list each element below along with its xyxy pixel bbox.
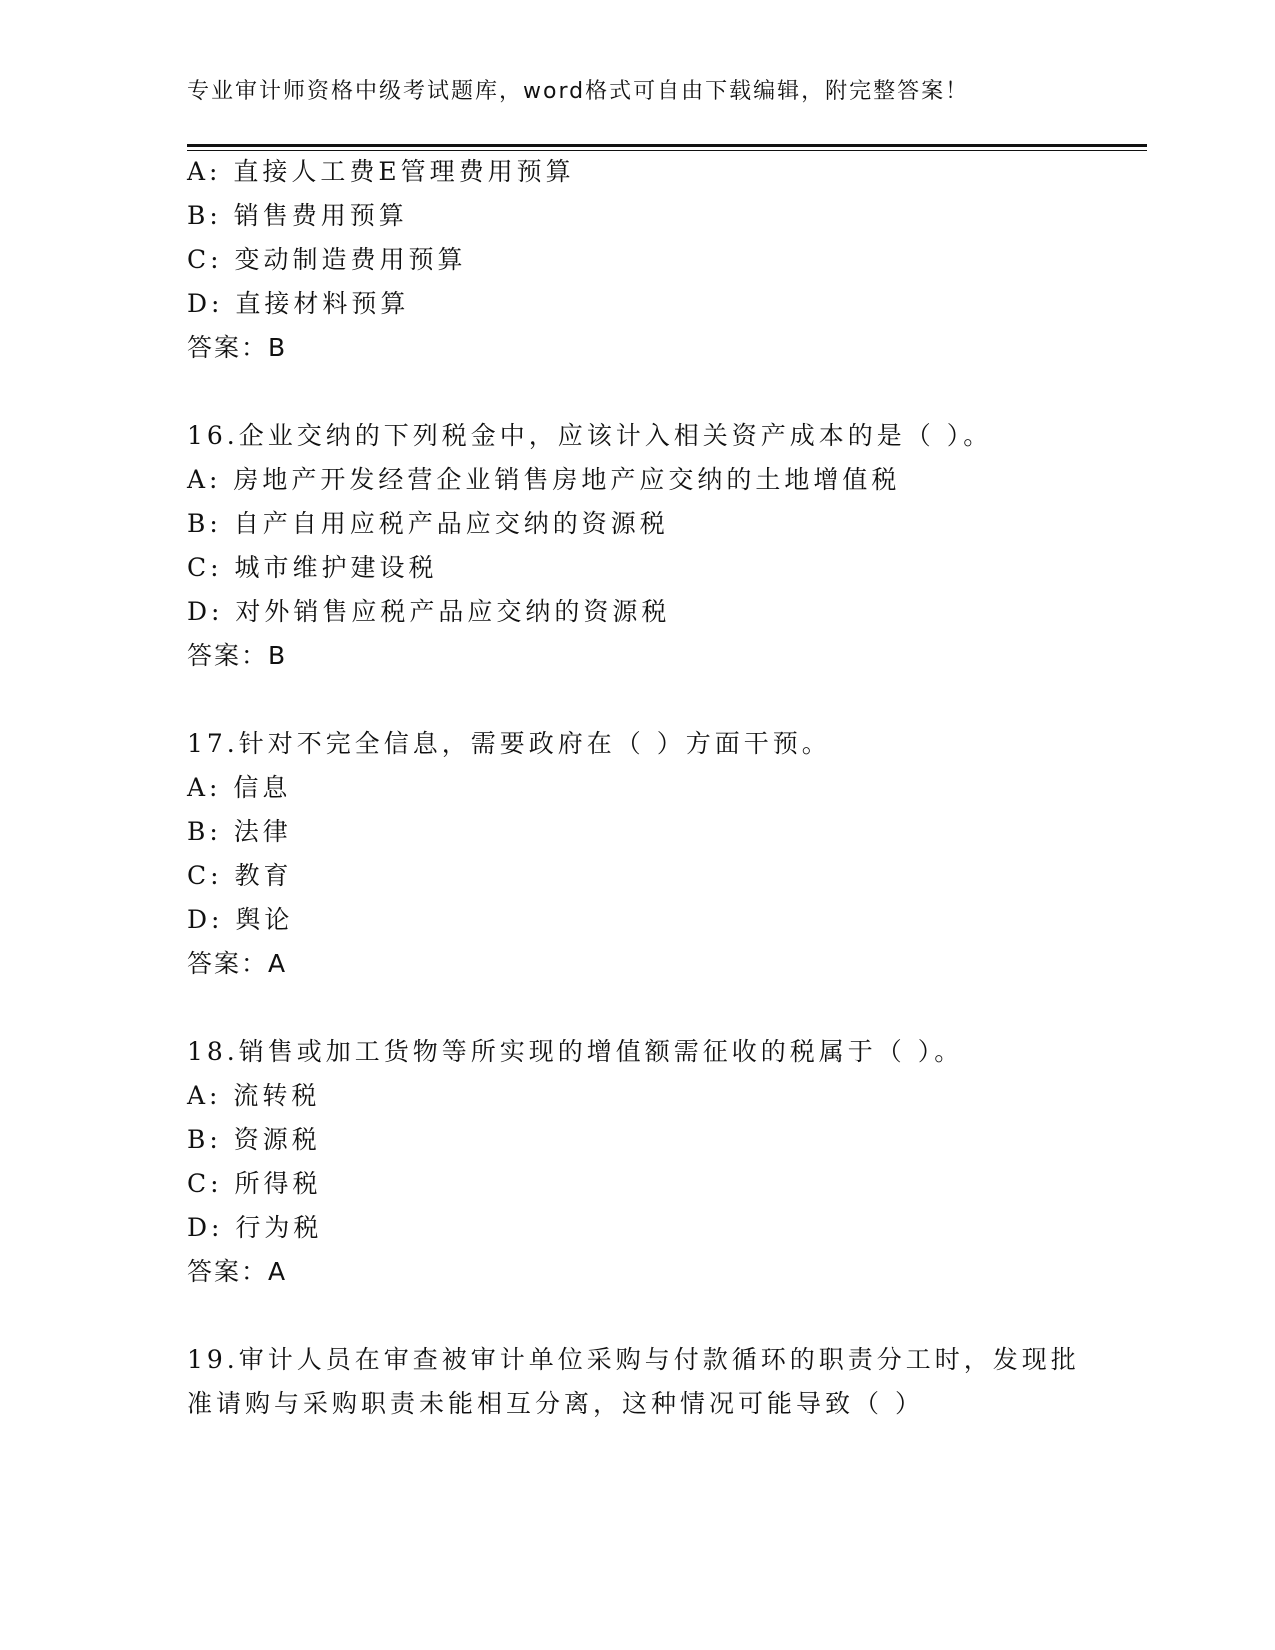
q17-option-a: A: 信息 xyxy=(187,773,292,802)
q17-option-b: B: 法律 xyxy=(187,817,292,846)
q15-option-d: D: 直接材料预算 xyxy=(187,289,410,318)
q17-question: 17.针对不完全信息，需要政府在（ ）方面干预。 xyxy=(187,729,831,758)
q18-option-b: B: 资源税 xyxy=(187,1125,321,1154)
q19-question-line-2: 准请购与采购职责未能相互分离，这种情况可能导致（ ） xyxy=(187,1389,924,1418)
q16-option-c: C: 城市维护建设税 xyxy=(187,553,438,582)
q17-option-c: C: 教育 xyxy=(187,861,293,890)
q16-option-d: D: 对外销售应税产品应交纳的资源税 xyxy=(187,597,671,626)
q16-option-a: A: 房地产开发经营企业销售房地产应交纳的土地增值税 xyxy=(187,465,901,494)
header-rule-thick xyxy=(187,144,1147,147)
q15-answer: 答案：B xyxy=(187,333,288,362)
q15-option-c: C: 变动制造费用预算 xyxy=(187,245,467,274)
q15-option-a: A: 直接人工费E管理费用预算 xyxy=(187,157,575,186)
q15-option-b: B: 销售费用预算 xyxy=(187,201,408,230)
q17-option-d: D: 舆论 xyxy=(187,905,294,934)
q18-option-c: C: 所得税 xyxy=(187,1169,322,1198)
q17-answer: 答案：A xyxy=(187,949,288,978)
q18-question: 18.销售或加工货物等所实现的增值额需征收的税属于（ ）。 xyxy=(187,1037,964,1066)
header-rule-thin xyxy=(187,150,1147,151)
q16-option-b: B: 自产自用应税产品应交纳的资源税 xyxy=(187,509,669,538)
q18-option-a: A: 流转税 xyxy=(187,1081,321,1110)
q16-answer: 答案：B xyxy=(187,641,288,670)
q19-question-line-1: 19.审计人员在审查被审计单位采购与付款循环的职责分工时，发现批 xyxy=(187,1345,1080,1374)
q16-question: 16.企业交纳的下列税金中，应该计入相关资产成本的是（ ）。 xyxy=(187,421,993,450)
q18-option-d: D: 行为税 xyxy=(187,1213,323,1242)
page-header: 专业审计师资格中级考试题库，word格式可自由下载编辑，附完整答案！ xyxy=(187,79,970,104)
q18-answer: 答案：A xyxy=(187,1257,288,1286)
